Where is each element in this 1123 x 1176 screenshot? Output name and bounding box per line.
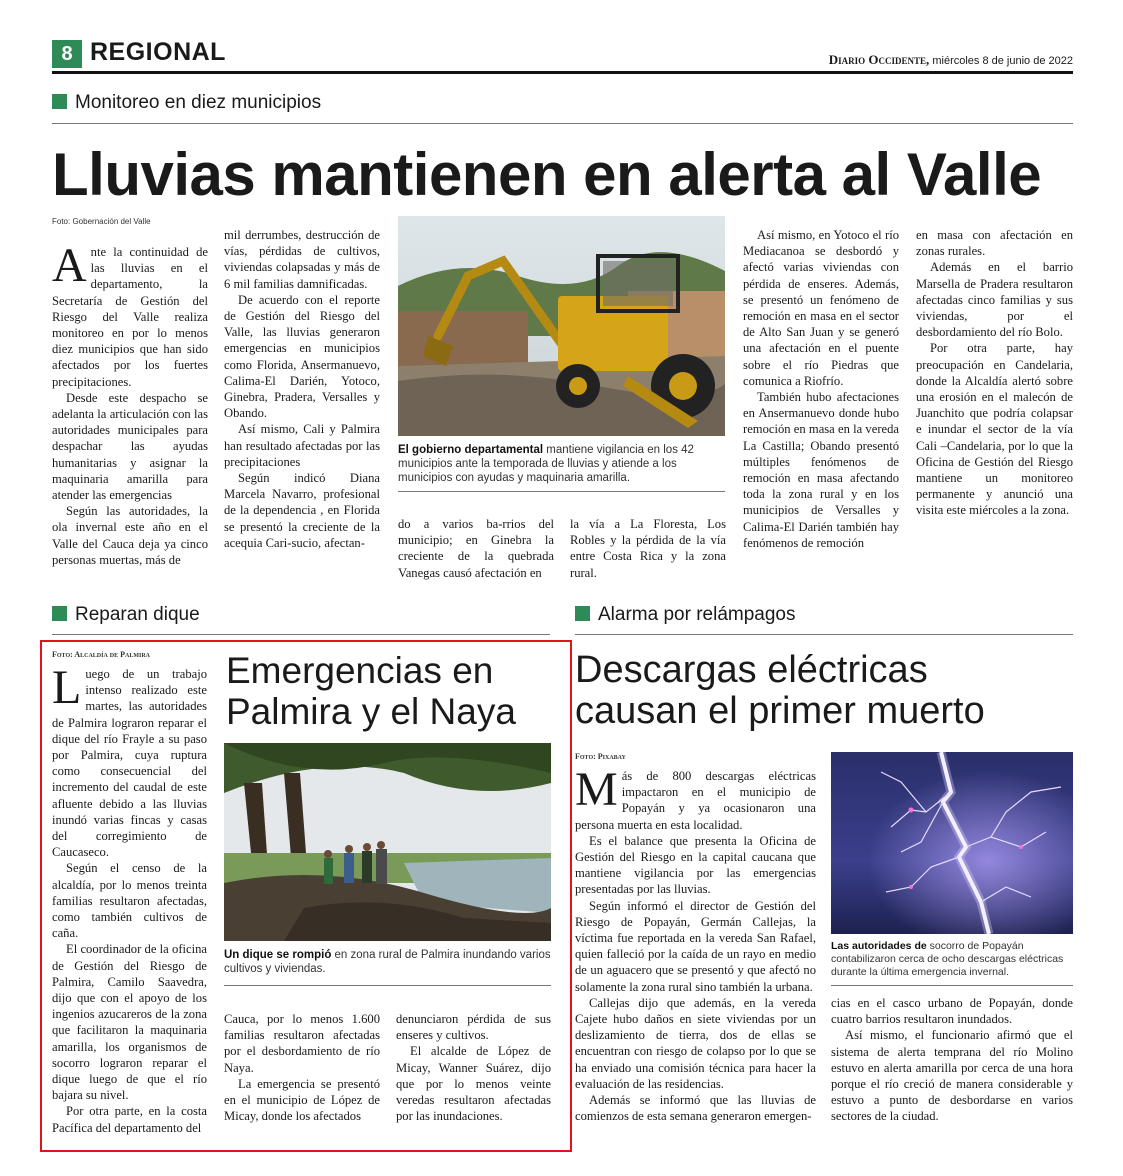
paragraph: nte la continuidad de las lluvias en el departamento, la Secretaría de Gestión del Riesgo del Valle realiza monitoreo en por lo menos diez municipios que han sido afectados por los fuertes precipitaciones. <box>52 245 208 389</box>
paragraph: uego de un trabajo intenso realizado este martes, las autoridades de Palmira lograron reparar el dique del río Frayle a su paso por Palmira, cuya ruptura como consecuencial del incremento del caudal de este afluente debido a las lluvias inundó varias fincas y casas del corregimiento de Caucaseco. <box>52 667 207 860</box>
paragraph: do a varios ba-rrios del municipio; en Ginebra la creciente de la quebrada Vanegas causó afectación en <box>398 517 554 580</box>
paragraph: denunciaron pérdida de sus enseres y cultivos. <box>396 1012 551 1043</box>
top-kicker <box>52 92 321 114</box>
left-col-3 <box>396 1011 551 1124</box>
paragraph: La emergencia se presentó en el municipio de López de Micay, donde los afectados <box>224 1076 380 1124</box>
top-col-1 <box>52 239 208 568</box>
caption-text: mantiene vigilancia en los 42 municipios ante la temporada de lluvias y atiende a los municipios con ayudas y maquinaria amarilla. <box>398 444 694 484</box>
paragraph: Así mismo, el funcionario afirmó que el sistema de alerta temprana del río Molino estuvo en alerta amarilla por cerca de una hora porque el río creció de manera considerable y estuvo a punto de desbordarse en varios sectores de la ciudad. <box>831 1028 1073 1124</box>
paragraph: mil derrumbes, destrucción de vías, pérdidas de cultivos, viviendas colapsadas y más de 6 mil familias damnificadas. <box>224 228 380 291</box>
dropcap: L <box>52 661 82 714</box>
page-number: 8 <box>52 40 82 68</box>
kicker-square-icon <box>52 606 67 621</box>
left-col-2 <box>224 1011 380 1124</box>
publication-name: Diario Occidente, <box>828 52 930 67</box>
paragraph: Según indicó Diana Marcela Navarro, profesional de la dependencia , en Florida se presentó la creciente de la acequia Cari-sucio, afectan- <box>224 471 380 550</box>
left-col-1 <box>52 661 207 1136</box>
top-headline: Lluvias mantienen en alerta al Valle <box>52 141 1042 208</box>
kicker-square-icon <box>52 94 67 109</box>
paragraph: El coordinador de la oficina de Gestión del Riesgo de Palmira, Camilo Saavedra, dijo que con el apoyo de los ingenios azucareros de la zona que facilitaron la maquinaria amarilla, los organismos de socorro lograron reparar el dique luego de que el río bajara su nivel. <box>52 942 207 1103</box>
paragraph: De acuerdo con el reporte de Gestión del Riesgo del Valle, las lluvias generaron emergencias en municipios como Florida, Ansermanuevo, Calima-El Darién, Yotoco, Ginebra, Pradera, Versalles y Obando. <box>224 292 380 421</box>
right-kicker-text: Alarma por relámpagos <box>598 604 796 625</box>
backhoe-photo <box>398 216 725 436</box>
caption-lead: Las autoridades de <box>831 940 927 952</box>
left-caption-rule <box>224 985 551 986</box>
caption-lead: Un dique se rompió <box>224 949 332 961</box>
left-photo-credit: Foto: Alcaldía de Palmira <box>52 650 151 659</box>
caption-text: socorro de Popayán contabilizaron cerca de ocho descargas eléctricas durante la última emergencia invernal. <box>831 940 1064 978</box>
paragraph: Así mismo, en Yotoco el río Mediacanoa se desbordó y afectó varias viviendas con pérdida de enseres. Además, se presentó un fenómeno de remoción en masa en el sector de Alto San Juan y se generó una afectación en el puente sobre el río Piedras que comunica a Riofrío. <box>743 228 899 388</box>
paragraph: Desde este despacho se adelanta la articulación con las autoridades municipales para despachar las ayudas humanitarias y asignar la maquinaria amarilla para atender las emergencias <box>52 390 208 503</box>
paragraph: en masa con afectación en zonas rurales. <box>916 228 1073 259</box>
dike-photo <box>224 743 551 941</box>
right-caption <box>831 940 1073 979</box>
paragraph: Además se informó que las lluvias de comienzos de esta semana generaron emergen- <box>575 1093 816 1124</box>
right-col-2 <box>831 995 1073 1125</box>
dateline <box>829 52 1073 68</box>
right-kicker-rule <box>575 634 1073 635</box>
paragraph: También hubo afectaciones en Ansermanuevo donde hubo remoción en masa en la vereda La Castilla; Obando presentó múltiples fenómenos de remoción en masa afectando toda la zona rural y en los municipios de Versalles y Calima-El Darién también hay fenómenos de remoción <box>743 390 899 550</box>
kicker-square-icon <box>575 606 590 621</box>
paragraph: El alcalde de López de Micay, Wanner Suárez, dijo que por lo menos veinte veredas resultaron afectadas por las inundaciones. <box>396 1044 551 1124</box>
top-col-2 <box>224 227 380 551</box>
paragraph: ás de 800 descargas eléctricas impactaron en el municipio de Popayán y ya ocasionaron una persona muerta en esta localidad. <box>575 769 816 832</box>
top-col-3 <box>398 516 554 581</box>
paragraph: Según el censo de la alcaldía, por lo menos treinta familias resultaron afectadas, como también cultivos de caña. <box>52 861 207 941</box>
headline-line: Emergencias en <box>226 650 494 691</box>
top-kicker-text: Monitoreo en diez municipios <box>75 92 322 113</box>
paragraph: Cauca, por lo menos 1.600 familias resultaron afectadas por el desbordamiento de río Naya. <box>224 1012 380 1075</box>
right-col-1 <box>575 763 816 1124</box>
paragraph: Además en el barrio Marsella de Pradera resultaron afectadas cinco familias y sus viviendas, por el desbordamiento del río Bolo. <box>916 260 1073 340</box>
top-photo-credit: Foto: Gobernación del Valle <box>52 217 151 226</box>
issue-date: miércoles 8 de junio de 2022 <box>932 55 1073 67</box>
dropcap: A <box>52 239 87 292</box>
headline-line: Palmira y el Naya <box>226 691 516 732</box>
top-col-4 <box>570 516 726 581</box>
top-col-5 <box>743 227 899 551</box>
headline-line: Descargas eléctricas <box>575 649 928 691</box>
right-kicker <box>575 604 795 626</box>
left-kicker-rule <box>52 634 550 635</box>
kicker-rule <box>52 123 1073 124</box>
top-col-6 <box>916 227 1073 519</box>
paragraph: Por otra parte, en la costa Pacífica del departamento del <box>52 1104 207 1135</box>
right-headline <box>575 650 1073 732</box>
caption-text: en zona rural de Palmira inundando varios cultivos y viviendas. <box>224 949 551 975</box>
paragraph: Es el balance que presenta la Oficina de Gestión del Riesgo en la capital caucana que mantiene vigilancia por las emergencias presentadas por las lluvias. <box>575 833 816 897</box>
paragraph: Por otra parte, hay preocupación en Candelaria, donde la Alcaldía alertó sobre una erosión en el malecón de Juanchito que podría colapsar e inundar el sector de la vía Cali –Candelaria, por lo que la Oficina de Gestión del Riesgo mantiene un monitoreo permanente y anunció una visita este miércoles a la zona. <box>916 341 1073 518</box>
right-caption-rule <box>831 985 1073 986</box>
lightning-photo <box>831 752 1073 934</box>
paragraph: Según las autoridades, la ola invernal este año en el Valle del Cauca deja ya cinco personas muertas, más de <box>52 504 208 567</box>
header-rule <box>52 71 1073 74</box>
top-caption <box>398 443 725 485</box>
paragraph: Según informó el director de Gestión del Riesgo de Popayán, Germán Callejas, la víctima fue reportada en la vereda San Rafael, quien falleció por la caída de un rayo en medio de un aguacero que se presentó y que afectó no solamente la zona rural sino también la urbana. <box>575 898 816 994</box>
section-title: REGIONAL <box>90 38 226 66</box>
left-kicker-text: Reparan dique <box>75 604 200 625</box>
paragraph: Así mismo, Cali y Palmira han resultado afectadas por las precipitaciones <box>224 422 380 469</box>
right-photo-credit: Foto: Pixabay <box>575 752 626 761</box>
caption-lead: El gobierno departamental <box>398 444 544 456</box>
paragraph: Callejas dijo que además, en la vereda Cajete hubo daños en siete viviendas por un deslizamiento de tierra, dos de ellas se encuentran con riesgo de colapso por lo que se ha enviado una comisión técnica para hacer la evaluación de las residencias. <box>575 995 816 1091</box>
left-headline <box>226 650 556 732</box>
caption-rule <box>398 491 725 492</box>
left-caption <box>224 948 551 976</box>
headline-line: causan el primer muerto <box>575 690 985 732</box>
paragraph: la vía a La Floresta, Los Robles y la pérdida de la vía entre Costa Rica y la zona rural. <box>570 517 726 580</box>
dropcap: M <box>575 763 618 816</box>
left-kicker <box>52 604 200 626</box>
paragraph: cias en el casco urbano de Popayán, donde cuatro barrios resultaron inundados. <box>831 996 1073 1027</box>
